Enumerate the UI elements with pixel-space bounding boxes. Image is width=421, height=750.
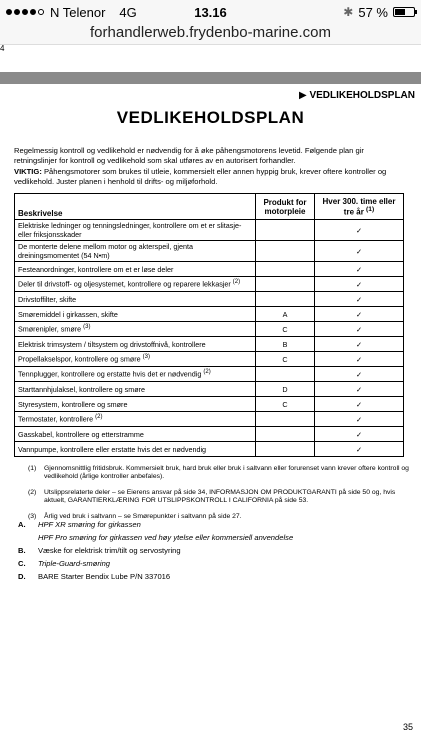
row-product: C — [256, 397, 315, 412]
product-legend — [18, 518, 293, 583]
row-description-text: De monterte delene mellom motor og akterspeil, gjenta dreiningsmomentet (54 N•m) — [18, 242, 193, 260]
legend-key: A. — [18, 520, 26, 529]
row-product — [256, 262, 315, 277]
table-row — [15, 262, 404, 277]
checkmark-icon: ✓ — [315, 442, 404, 457]
legend-item — [18, 557, 293, 570]
table-row — [15, 352, 404, 367]
header-interval-sup: (1) — [366, 205, 375, 213]
triangle-right-icon: ▶ — [298, 90, 307, 101]
row-description-text: Festeanordninger, kontrollere om et er løse deler — [18, 264, 174, 274]
important-label: VIKTIG: — [14, 167, 42, 176]
row-product — [256, 277, 315, 292]
header-interval — [315, 194, 404, 220]
row-description — [15, 337, 256, 352]
important-text: Påhengsmotorer som brukes til utleie, kommersielt eller annen hyppig bruk, krever oftere kontroller og vedlikehold. Juster planen i henhold til drifts- og miljøforhold. — [14, 167, 387, 186]
table-row — [15, 337, 404, 352]
header-product: Produkt for motorpleie — [256, 194, 315, 220]
row-description — [15, 307, 256, 322]
row-product — [256, 241, 315, 262]
checkmark-icon: ✓ — [315, 262, 404, 277]
row-description-text: Elektrisk trimsystem / tiltsystem og drivstoffnivå, kontrollere — [18, 339, 206, 349]
row-description — [15, 412, 256, 427]
legend-text: HPF Pro smøring for girkassen ved høy ytelse eller kommersiell anvendelse — [38, 533, 294, 542]
footnote — [28, 489, 409, 506]
table-row — [15, 277, 404, 292]
legend-item — [18, 544, 293, 557]
row-product: C — [256, 352, 315, 367]
footnote-number: (3) — [28, 512, 37, 520]
table-row — [15, 412, 404, 427]
checkmark-icon: ✓ — [315, 412, 404, 427]
row-description — [15, 241, 256, 262]
row-product — [256, 412, 315, 427]
checkmark-icon: ✓ — [315, 382, 404, 397]
section-label-text: VEDLIKEHOLDSPLAN — [309, 90, 415, 101]
legend-key: B. — [18, 546, 26, 555]
table-row — [15, 382, 404, 397]
row-product: D — [256, 382, 315, 397]
footnote — [28, 465, 409, 482]
legend-text: Triple-Guard-smøring — [38, 559, 111, 568]
row-footnote-ref: (3) — [142, 354, 150, 361]
row-description — [15, 352, 256, 367]
signal-strength-icon — [6, 9, 44, 15]
row-description-text: Propellakselspor, kontrollere og smøre — [18, 354, 141, 364]
row-product — [256, 442, 315, 457]
intro-paragraph: Regelmessig kontroll og vedlikehold er nødvendig for å øke påhengsmotorens levetid. Følgende plan gir retningslinjer for kontroll og vedlikehold som skal utføres av en autorisert forhandler. — [14, 146, 364, 165]
footnote-number: (1) — [28, 465, 37, 472]
checkmark-icon: ✓ — [315, 322, 404, 337]
row-product: A — [256, 307, 315, 322]
table-row — [15, 241, 404, 262]
row-description — [15, 262, 256, 277]
row-description-text: Gasskabel, kontrollere og etterstramme — [18, 429, 144, 439]
checkmark-icon: ✓ — [315, 307, 404, 322]
legend-key: C. — [18, 559, 26, 568]
footnote-text: Gjennomsnittlig fritidsbruk. Kommersielt bruk, hard bruk eller bruk i saltvann eller forurenset vann krever oftere kontroll og vedlikehold (årlige kontroller anbefales). — [44, 465, 409, 481]
row-description-text: Drivstoffilter, skifte — [18, 294, 77, 304]
maintenance-table — [14, 193, 404, 457]
table-row — [15, 427, 404, 442]
row-description — [15, 382, 256, 397]
legend-key: D. — [18, 572, 26, 581]
row-footnote-ref: (3) — [83, 324, 91, 331]
legend-item — [18, 518, 293, 531]
row-description-text: Starttannhjulaksel, kontrollere og smøre — [18, 384, 146, 394]
checkmark-icon: ✓ — [315, 292, 404, 307]
row-product — [256, 427, 315, 442]
checkmark-icon: ✓ — [315, 397, 404, 412]
footnote-text: Årlig ved bruk i saltvann – se Smørepunkter i saltvann på side 27. — [44, 512, 242, 520]
network-type: 4G — [119, 4, 137, 20]
row-description — [15, 277, 256, 292]
table-row — [15, 292, 404, 307]
table-row — [15, 322, 404, 337]
row-description — [15, 292, 256, 307]
url-bar[interactable]: forhandlerweb.frydenbo-marine.com — [0, 24, 421, 45]
footnote-text: Utslippsrelaterte deler – se Eierens ansvar på side 34, INFORMASJON OM PRODUKTGARANTI på side 50 og, hvis aktuelt, GARANTIERKLÆRING FOR UTSLIPPSKONTROLL I CALIFORNIA på side 53. — [44, 488, 396, 505]
row-product — [256, 367, 315, 382]
battery-icon — [393, 7, 415, 17]
table-row — [15, 442, 404, 457]
legend-text: HPF XR smøring for girkassen — [38, 520, 141, 529]
row-footnote-ref: (2) — [232, 279, 241, 286]
row-product: B — [256, 337, 315, 352]
row-description-text: Smøremiddel i girkassen, skifte — [18, 309, 118, 319]
page-title: VEDLIKEHOLDSPLAN — [116, 108, 305, 127]
row-product — [256, 292, 315, 307]
table-row — [15, 397, 404, 412]
row-description — [15, 367, 256, 382]
checkmark-icon: ✓ — [315, 337, 404, 352]
legend-item — [18, 570, 293, 583]
row-description — [15, 442, 256, 457]
row-description — [15, 427, 256, 442]
page-number-top: 4 — [0, 44, 5, 53]
row-description-text: Vannpumpe, kontrollere eller erstatte hvis det er nødvendig — [18, 444, 207, 454]
legend-text: BARE Starter Bendix Lube P/N 337016 — [38, 572, 171, 581]
checkmark-icon: ✓ — [315, 277, 404, 292]
row-description — [15, 220, 256, 241]
row-footnote-ref: (2) — [95, 414, 103, 421]
page-number-bottom: 35 — [402, 722, 413, 732]
header-band — [0, 72, 421, 84]
status-bar — [0, 0, 421, 24]
row-description-text: Tennplugger, kontrollere og erstatte hvis det er nødvendig — [18, 369, 202, 379]
clock: 13.16 — [194, 4, 227, 20]
table-row — [15, 307, 404, 322]
row-description-text: Deler til drivstoff- og oljesystemet, kontrollere og reparere lekkasjer — [18, 279, 231, 289]
row-product — [256, 220, 315, 241]
footnote-number: (2) — [28, 488, 37, 496]
bluetooth-icon: ✱ — [343, 5, 354, 19]
row-product: C — [256, 322, 315, 337]
row-description-text: Elektriske ledninger og tenningsledninger, kontrollere om et er slitasje- eller friksjonsskader — [18, 221, 242, 239]
legend-key — [18, 531, 38, 544]
row-description — [15, 397, 256, 412]
row-description-text: Styresystem, kontrollere og smøre — [18, 399, 128, 409]
important-paragraph — [14, 167, 409, 187]
checkmark-icon: ✓ — [315, 220, 404, 241]
legend-item — [18, 531, 293, 544]
checkmark-icon: ✓ — [315, 241, 404, 262]
header-interval-text: Hver 300. time eller tre år — [322, 196, 396, 217]
row-description — [15, 322, 256, 337]
header-description: Beskrivelse — [15, 194, 256, 220]
checkmark-icon: ✓ — [315, 427, 404, 442]
row-description-text: Smørenipler, smøre — [18, 324, 82, 334]
row-description-text: Termostater, kontrollere — [18, 414, 94, 424]
table-row — [15, 367, 404, 382]
row-footnote-ref: (2) — [203, 369, 211, 376]
checkmark-icon: ✓ — [315, 352, 404, 367]
battery-percent: 57 % — [358, 4, 388, 20]
section-label — [299, 90, 415, 101]
checkmark-icon: ✓ — [315, 367, 404, 382]
carrier-name: N Telenor — [50, 4, 106, 20]
table-row — [15, 220, 404, 241]
legend-text: Væske for elektrisk trim/tilt og servostyring — [38, 546, 181, 555]
